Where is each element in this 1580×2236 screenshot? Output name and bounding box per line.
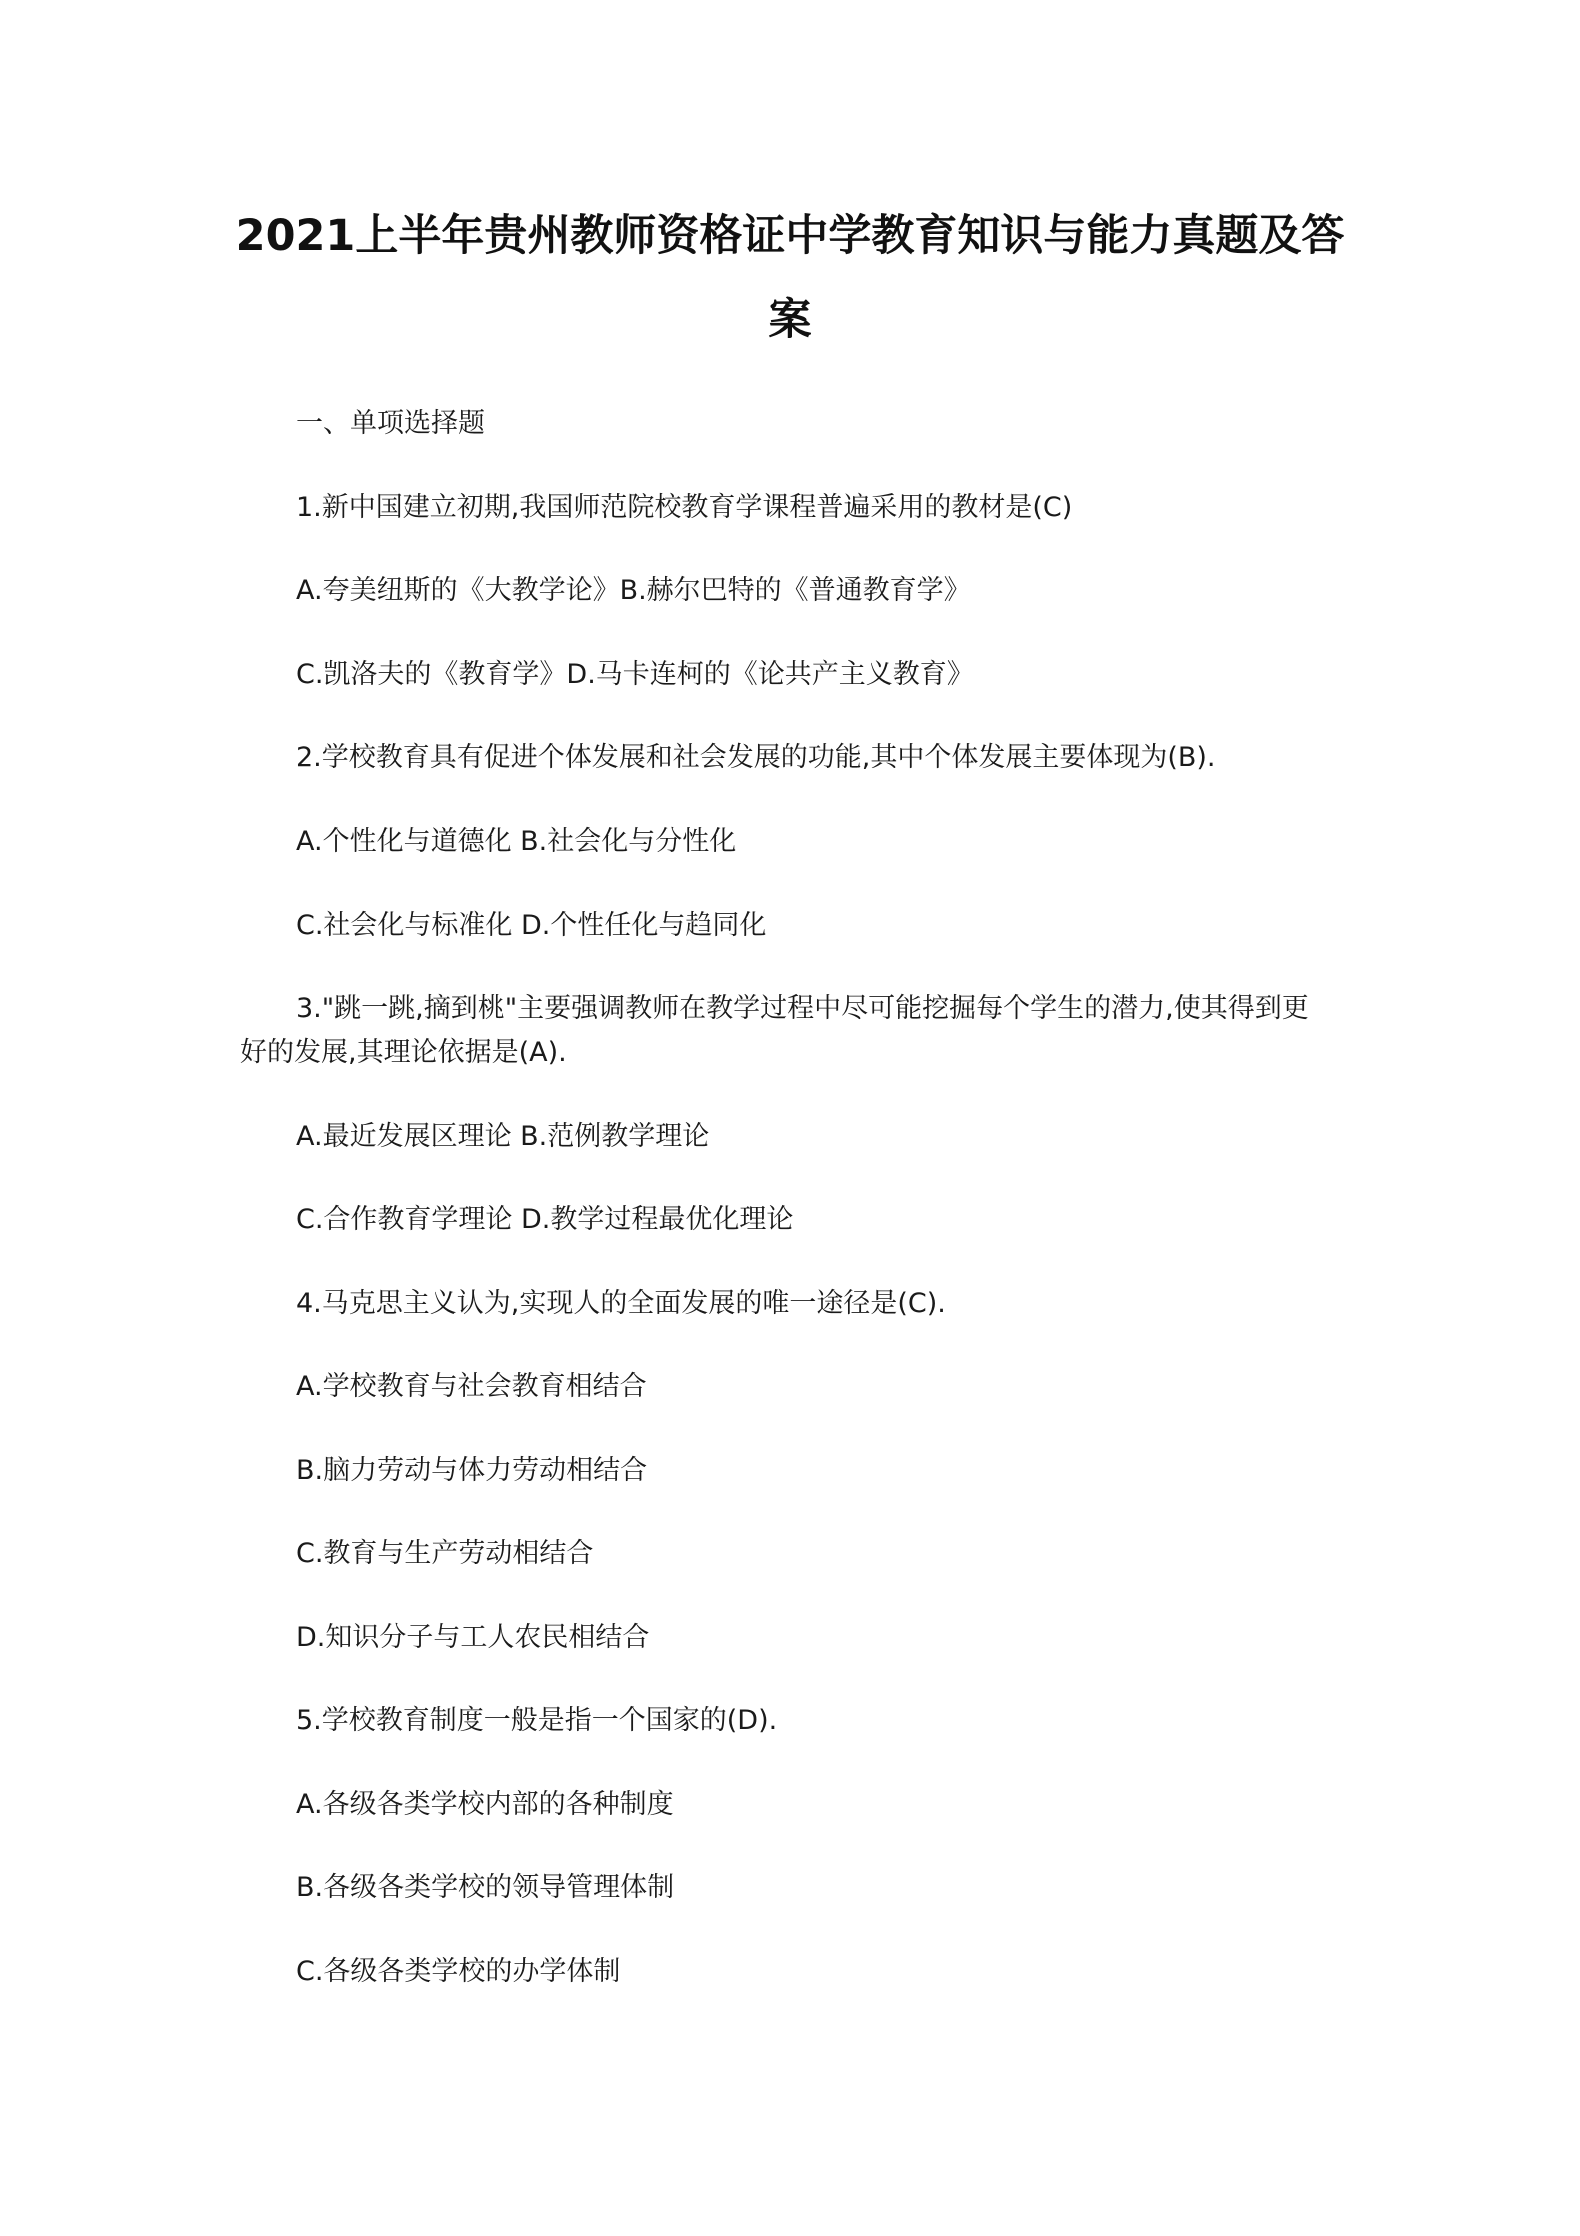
question-3-option-line: A.最近发展区理论 B.范例教学理论 [296, 1121, 710, 1152]
question-5-option: B.各级各类学校的领导管理体制 [296, 1872, 675, 1903]
question-1-stem: 1.新中国建立初期,我国师范院校教育学课程普遍采用的教材是(C) [296, 492, 1073, 523]
question-4-stem: 4.马克思主义认为,实现人的全面发展的唯一途径是(C). [296, 1288, 946, 1319]
question-3-option-line: C.合作教育学理论 D.教学过程最优化理论 [296, 1204, 794, 1235]
question-4-option: C.教育与生产劳动相结合 [296, 1538, 594, 1569]
document-title-line1: 2021上半年贵州教师资格证中学教育知识与能力真题及答 [235, 211, 1345, 261]
question-2-option-line: A.个性化与道德化 B.社会化与分性化 [296, 826, 737, 857]
question-3-stem-line2: 好的发展,其理论依据是(A). [240, 1037, 567, 1068]
document-title-line2: 案 [768, 295, 812, 345]
question-4-option: D.知识分子与工人农民相结合 [296, 1622, 650, 1653]
question-5-option: C.各级各类学校的办学体制 [296, 1956, 621, 1987]
question-5-option: A.各级各类学校内部的各种制度 [296, 1789, 674, 1820]
question-2-option-line: C.社会化与标准化 D.个性任化与趋同化 [296, 910, 767, 941]
question-3-stem-line1: 3."跳一跳,摘到桃"主要强调教师在教学过程中尽可能挖掘每个学生的潜力,使其得到更 [296, 993, 1309, 1024]
question-5-stem: 5.学校教育制度一般是指一个国家的(D). [296, 1705, 778, 1736]
question-4-option: B.脑力劳动与体力劳动相结合 [296, 1455, 648, 1486]
section-heading: 一、单项选择题 [296, 408, 485, 439]
question-1-option-line: C.凯洛夫的《教育学》D.马卡连柯的《论共产主义教育》 [296, 659, 974, 690]
question-2-stem: 2.学校教育具有促进个体发展和社会发展的功能,其中个体发展主要体现为(B). [296, 742, 1216, 773]
question-4-option: A.学校教育与社会教育相结合 [296, 1371, 647, 1402]
question-1-option-line: A.夸美纽斯的《大教学论》B.赫尔巴特的《普通教育学》 [296, 575, 971, 606]
